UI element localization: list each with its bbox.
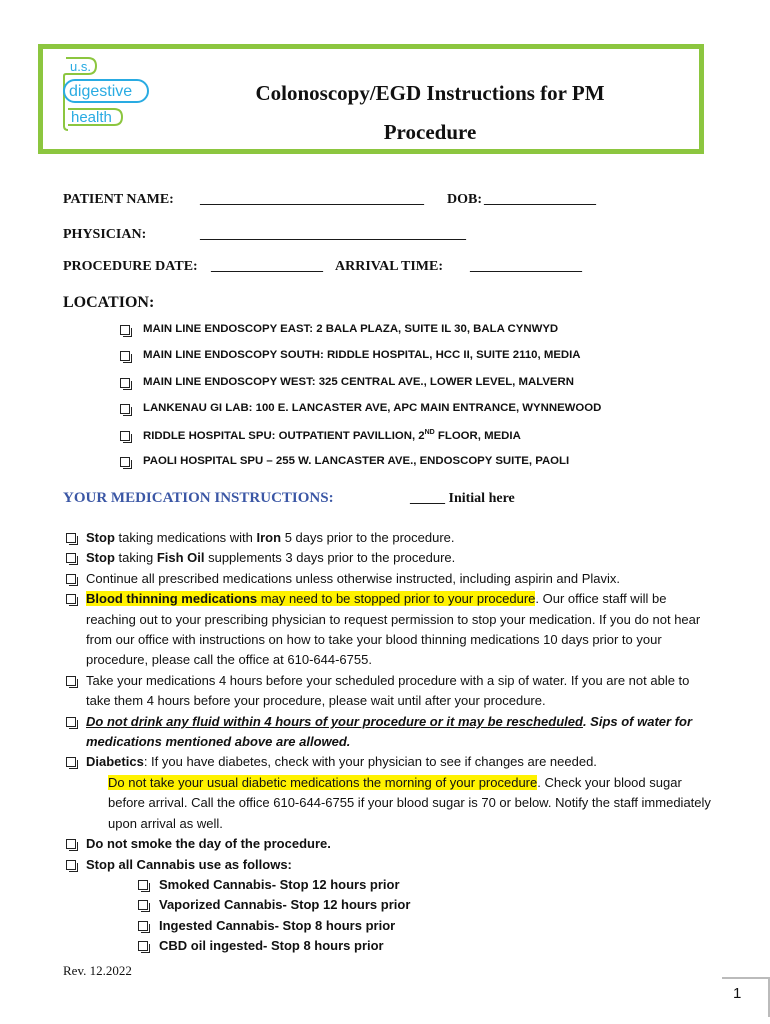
checkbox-icon[interactable]: [66, 717, 76, 727]
checkbox-icon[interactable]: [138, 900, 148, 910]
instruction-diabetics: Diabetics: If you have diabetes, check with your physician to see if changes are needed. Do not take your usual diabetic medications the morning of your procedure. Check your blood sugar before arrival. Call the office 610-644-6755 if your blood sugar is 70 or below. Notify the staff immediately upon arrival as well.: [63, 752, 713, 834]
location-title: LOCATION:: [63, 294, 155, 311]
checkbox-icon[interactable]: [66, 574, 76, 584]
instruction-cannabis: Stop all Cannabis use as follows: Smoked Cannabis- Stop 12 hours prior Vaporized Cannabis- Stop 12 hours prior Ingested Cannabis- Stop 8 hours prior CBD oil ingested- Stop 8 hours prior: [63, 855, 713, 957]
checkbox-icon[interactable]: [66, 757, 76, 767]
checkbox-icon[interactable]: [66, 553, 76, 563]
instruction-blood-thinners: Blood thinning medications may need to be stopped prior to your procedure. Our office staff will be reaching out to your prescribing physician to request permission to stop your medication. If you do not hear from our office with instructions on how to take your blood thinning medications 10 days prior to your procedure, please call the office at 610-644-6755.: [63, 589, 713, 671]
checkbox-icon[interactable]: [138, 880, 148, 890]
arrival-time-label: ARRIVAL TIME:: [335, 259, 444, 274]
arrival-time-blank[interactable]: ________________: [470, 259, 582, 274]
logo-text-digestive: digestive: [69, 83, 133, 100]
checkbox-icon[interactable]: [138, 941, 148, 951]
cannabis-item: Ingested Cannabis- Stop 8 hours prior: [136, 916, 713, 936]
procedure-date-blank[interactable]: ________________: [211, 259, 323, 274]
logo-text-us: u.s.: [70, 59, 91, 74]
checkbox-icon[interactable]: [66, 594, 76, 604]
checkbox-icon[interactable]: [66, 533, 76, 543]
dob-blank[interactable]: ________________: [484, 192, 596, 207]
checkbox-icon[interactable]: [120, 325, 130, 335]
revision-label: Rev. 12.2022: [63, 963, 132, 978]
dob-label: DOB:: [447, 192, 482, 207]
page-number: 1: [733, 985, 742, 1002]
document-title: [150, 74, 710, 152]
location-item: MAIN LINE ENDOSCOPY WEST: 325 CENTRAL AVE., LOWER LEVEL, MALVERN: [120, 376, 601, 402]
location-item: LANKENAU GI LAB: 100 E. LANCASTER AVE, APC MAIN ENTRANCE, WYNNEWOOD: [120, 402, 601, 428]
checkbox-icon[interactable]: [120, 431, 130, 441]
instruction-fish-oil: Stop taking Fish Oil supplements 3 days prior to the procedure.: [63, 548, 713, 568]
location-item: RIDDLE HOSPITAL SPU: OUTPATIENT PAVILLION, 2ND FLOOR, MEDIA: [120, 429, 601, 455]
logo-text-health: health: [71, 109, 112, 126]
cannabis-item: Smoked Cannabis- Stop 12 hours prior: [136, 875, 713, 895]
instruction-no-smoking: Do not smoke the day of the procedure.: [63, 834, 713, 854]
instruction-list: [63, 528, 713, 957]
patient-name-blank[interactable]: ________________________________: [200, 192, 424, 207]
location-item: PAOLI HOSPITAL SPU – 255 W. LANCASTER AVE., ENDOSCOPY SUITE, PAOLI: [120, 455, 601, 481]
checkbox-icon[interactable]: [66, 839, 76, 849]
cannabis-item: Vaporized Cannabis- Stop 12 hours prior: [136, 895, 713, 915]
checkbox-icon[interactable]: [138, 921, 148, 931]
patient-name-label: PATIENT NAME:: [63, 192, 174, 207]
procedure-date-label: PROCEDURE DATE:: [63, 259, 198, 274]
location-list: [120, 323, 601, 481]
us-digestive-health-logo: [58, 54, 150, 134]
medication-title: YOUR MEDICATION INSTRUCTIONS:: [63, 490, 334, 506]
title-line-1: Colonoscopy/EGD Instructions for PM: [255, 81, 605, 105]
initial-here[interactable]: _____ Initial here: [410, 491, 515, 506]
instruction-iron: Stop taking medications with Iron 5 days prior to the procedure.: [63, 528, 713, 548]
location-item: MAIN LINE ENDOSCOPY EAST: 2 BALA PLAZA, SUITE IL 30, BALA CYNWYD: [120, 323, 601, 349]
physician-blank[interactable]: ______________________________________: [200, 227, 466, 242]
instruction-no-fluid: Do not drink any fluid within 4 hours of your procedure or it may be rescheduled. Sips of water for medications mentioned above are allowed.: [63, 712, 713, 753]
checkbox-icon[interactable]: [66, 676, 76, 686]
page-number-box: [722, 977, 770, 1017]
checkbox-icon[interactable]: [66, 860, 76, 870]
physician-label: PHYSICIAN:: [63, 227, 147, 242]
cannabis-list: [86, 875, 713, 957]
instruction-take-meds: Take your medications 4 hours before your scheduled procedure with a sip of water. If you are not able to take them 4 hours before your procedure, please wait until after your procedure.: [63, 671, 713, 712]
checkbox-icon[interactable]: [120, 351, 130, 361]
title-line-2: Procedure: [383, 120, 477, 144]
cannabis-item: CBD oil ingested- Stop 8 hours prior: [136, 936, 713, 956]
location-item: MAIN LINE ENDOSCOPY SOUTH: RIDDLE HOSPITAL, HCC II, SUITE 2110, MEDIA: [120, 349, 601, 375]
instruction-continue-meds: Continue all prescribed medications unless otherwise instructed, including aspirin and Plavix.: [63, 569, 713, 589]
checkbox-icon[interactable]: [120, 457, 130, 467]
checkbox-icon[interactable]: [120, 378, 130, 388]
checkbox-icon[interactable]: [120, 404, 130, 414]
